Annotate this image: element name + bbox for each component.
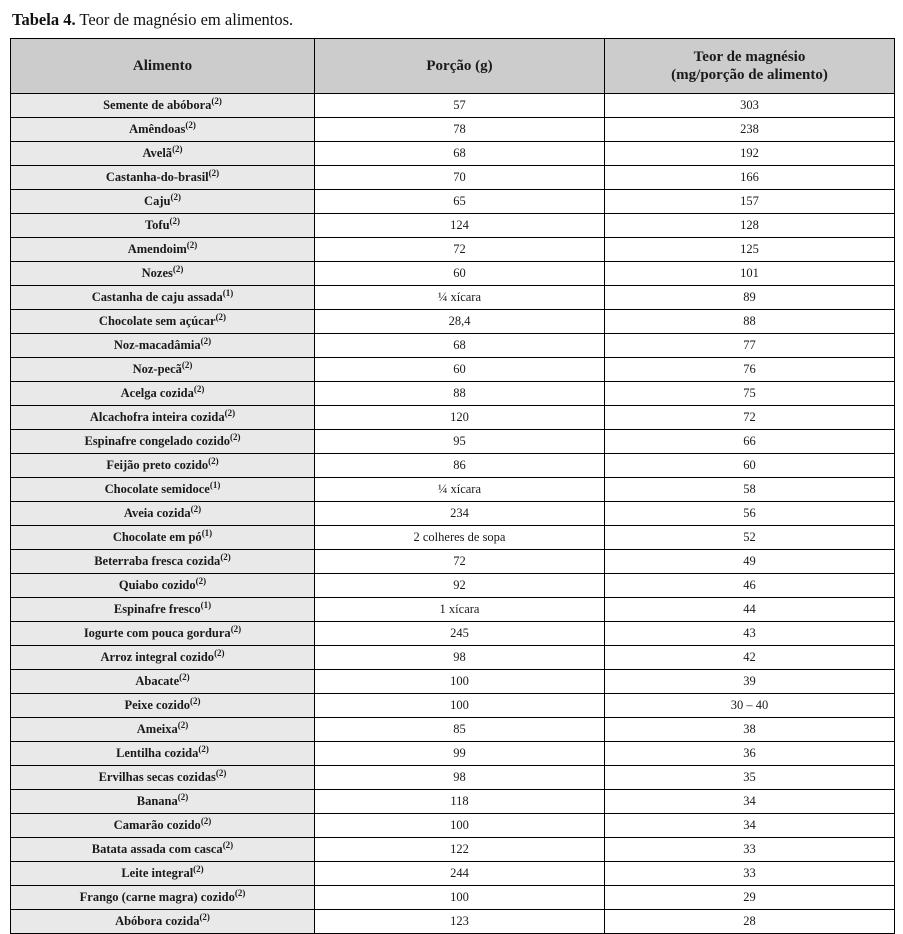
food-footnote-marker: (2) [220, 551, 231, 562]
food-label: Peixe cozido [124, 698, 191, 712]
cell-food [11, 574, 315, 598]
cell-portion: 65 [315, 190, 605, 214]
cell-portion: 120 [315, 406, 605, 430]
cell-magnesium-content: 35 [605, 766, 895, 790]
food-footnote-marker: (1) [201, 527, 213, 538]
cell-magnesium-content: 75 [605, 382, 895, 406]
food-label: Aveia cozida [123, 506, 191, 520]
food-footnote-marker: (2) [222, 839, 234, 850]
table-row [11, 142, 895, 166]
cell-magnesium-content: 52 [605, 526, 895, 550]
table-row [11, 646, 895, 670]
cell-portion: ¼ xícara [315, 286, 605, 310]
cell-magnesium-content: 49 [605, 550, 895, 574]
food-footnote-marker: (2) [190, 503, 202, 514]
food-footnote-marker: (1) [222, 287, 234, 298]
cell-food [11, 646, 315, 670]
table-row [11, 502, 895, 526]
cell-portion: 234 [315, 502, 605, 526]
food-footnote-marker: (2) [214, 647, 225, 658]
cell-food [11, 766, 315, 790]
cell-magnesium-content: 89 [605, 286, 895, 310]
cell-food [11, 814, 315, 838]
table-row [11, 358, 895, 382]
cell-food [11, 886, 315, 910]
column-header-magnesium-line2: (mg/porção de alimento) [671, 67, 828, 83]
table-caption-label: Tabela 4. [12, 10, 76, 29]
cell-portion: 70 [315, 166, 605, 190]
column-header-food: Alimento [11, 39, 315, 94]
cell-food [11, 166, 315, 190]
food-label: Batata assada com casca [91, 842, 223, 856]
cell-portion: 2 colheres de sopa [315, 526, 605, 550]
food-label: Amendoim [127, 242, 187, 256]
cell-food [11, 238, 315, 262]
cell-food [11, 190, 315, 214]
cell-food [11, 358, 315, 382]
table-row [11, 574, 895, 598]
cell-food [11, 694, 315, 718]
food-label: Semente de abóbora [103, 98, 212, 112]
food-label: Feijão preto cozido [106, 458, 209, 472]
cell-food [11, 214, 315, 238]
food-footnote-marker: (2) [181, 359, 193, 370]
food-footnote-marker: (2) [234, 887, 246, 898]
food-label: Noz-macadâmia [113, 338, 201, 352]
cell-food [11, 262, 315, 286]
cell-magnesium-content: 39 [605, 670, 895, 694]
cell-food [11, 142, 315, 166]
cell-magnesium-content: 33 [605, 862, 895, 886]
table-row [11, 262, 895, 286]
food-footnote-marker: (2) [172, 143, 183, 154]
cell-portion: 100 [315, 694, 605, 718]
table-row [11, 862, 895, 886]
cell-magnesium-content: 192 [605, 142, 895, 166]
table-body [11, 94, 895, 934]
food-label: Chocolate sem açúcar [98, 314, 216, 328]
food-footnote-marker: (2) [230, 623, 242, 634]
cell-portion: 100 [315, 886, 605, 910]
food-label: Alcachofra inteira cozida [89, 410, 225, 424]
cell-magnesium-content: 76 [605, 358, 895, 382]
food-footnote-marker: (2) [195, 575, 207, 586]
food-label: Iogurte com pouca gordura [83, 626, 231, 640]
cell-magnesium-content: 46 [605, 574, 895, 598]
cell-portion: 85 [315, 718, 605, 742]
table-row [11, 214, 895, 238]
table-row [11, 814, 895, 838]
cell-magnesium-content: 28 [605, 910, 895, 934]
cell-food [11, 550, 315, 574]
table-row [11, 838, 895, 862]
food-label: Espinafre fresco [113, 602, 201, 616]
cell-magnesium-content: 42 [605, 646, 895, 670]
table-row [11, 694, 895, 718]
food-label: Espinafre congelado cozido [84, 434, 231, 448]
table-row [11, 478, 895, 502]
table-row [11, 382, 895, 406]
table-caption [12, 10, 893, 30]
cell-food [11, 310, 315, 334]
cell-portion: 99 [315, 742, 605, 766]
food-footnote-marker: (2) [215, 311, 227, 322]
food-footnote-marker: (2) [208, 167, 220, 178]
cell-food [11, 622, 315, 646]
food-footnote-marker: (2) [215, 767, 227, 778]
food-footnote-marker: (2) [193, 383, 205, 394]
cell-portion: 72 [315, 238, 605, 262]
food-label: Nozes [141, 266, 173, 280]
cell-magnesium-content: 38 [605, 718, 895, 742]
cell-portion: 124 [315, 214, 605, 238]
cell-food [11, 670, 315, 694]
cell-portion: 28,4 [315, 310, 605, 334]
food-footnote-marker: (2) [208, 455, 219, 466]
food-label: Castanha-do-brasil [105, 170, 209, 184]
cell-magnesium-content: 44 [605, 598, 895, 622]
table-row [11, 790, 895, 814]
cell-food [11, 598, 315, 622]
food-label: Ervilhas secas cozidas [98, 770, 216, 784]
food-footnote-marker: (2) [177, 719, 189, 730]
table-row [11, 526, 895, 550]
food-label: Quiabo cozido [118, 578, 196, 592]
cell-portion: 60 [315, 262, 605, 286]
cell-food [11, 790, 315, 814]
cell-food [11, 838, 315, 862]
cell-magnesium-content: 58 [605, 478, 895, 502]
food-label: Abacate [135, 674, 180, 688]
food-label: Acelga cozida [120, 386, 194, 400]
table-row [11, 310, 895, 334]
cell-magnesium-content: 72 [605, 406, 895, 430]
cell-portion: 100 [315, 670, 605, 694]
cell-portion: 122 [315, 838, 605, 862]
cell-portion: 68 [315, 334, 605, 358]
column-header-portion: Porção (g) [315, 39, 605, 94]
food-label: Caju [144, 194, 171, 208]
cell-portion: 123 [315, 910, 605, 934]
table-row [11, 166, 895, 190]
cell-magnesium-content: 43 [605, 622, 895, 646]
food-label: Ameixa [136, 722, 178, 736]
food-footnote-marker: (2) [169, 215, 181, 226]
food-footnote-marker: (2) [177, 791, 189, 802]
cell-portion: 88 [315, 382, 605, 406]
table-row [11, 670, 895, 694]
cell-food [11, 526, 315, 550]
table-row [11, 286, 895, 310]
food-footnote-marker: (2) [185, 119, 196, 130]
column-header-magnesium-line1: Teor de magnésio [693, 49, 806, 65]
food-footnote-marker: (2) [230, 431, 241, 442]
cell-portion: 60 [315, 358, 605, 382]
table-row [11, 406, 895, 430]
cell-magnesium-content: 33 [605, 838, 895, 862]
cell-magnesium-content: 157 [605, 190, 895, 214]
cell-food [11, 382, 315, 406]
cell-food [11, 742, 315, 766]
food-footnote-marker: (2) [211, 95, 222, 106]
cell-food [11, 502, 315, 526]
cell-portion: 1 xícara [315, 598, 605, 622]
food-label: Tofu [144, 218, 170, 232]
food-label: Lentilha cozida [116, 746, 199, 760]
table-row [11, 550, 895, 574]
column-header-magnesium-content [605, 39, 895, 94]
magnesium-content-table [10, 38, 895, 934]
cell-magnesium-content: 125 [605, 238, 895, 262]
cell-food [11, 478, 315, 502]
table-row [11, 118, 895, 142]
food-footnote-marker: (2) [190, 695, 201, 706]
cell-food [11, 94, 315, 118]
food-footnote-marker: (2) [199, 911, 210, 922]
table-row [11, 622, 895, 646]
cell-portion: 98 [315, 646, 605, 670]
food-footnote-marker: (2) [170, 191, 181, 202]
cell-magnesium-content: 238 [605, 118, 895, 142]
table-caption-text: Teor de magnésio em alimentos. [75, 10, 294, 29]
cell-magnesium-content: 77 [605, 334, 895, 358]
cell-food [11, 430, 315, 454]
food-footnote-marker: (1) [200, 599, 212, 610]
cell-portion: 72 [315, 550, 605, 574]
food-label: Castanha de caju assada [91, 290, 223, 304]
food-footnote-marker: (2) [193, 863, 204, 874]
cell-portion: 92 [315, 574, 605, 598]
cell-food [11, 718, 315, 742]
food-label: Noz-pecã [132, 362, 182, 376]
food-footnote-marker: (2) [224, 407, 236, 418]
cell-food [11, 910, 315, 934]
food-label: Beterraba fresca cozida [94, 554, 221, 568]
table-row [11, 334, 895, 358]
cell-magnesium-content: 60 [605, 454, 895, 478]
cell-magnesium-content: 36 [605, 742, 895, 766]
cell-portion: 95 [315, 430, 605, 454]
table-row [11, 598, 895, 622]
cell-portion: 78 [315, 118, 605, 142]
cell-magnesium-content: 166 [605, 166, 895, 190]
cell-portion: 245 [315, 622, 605, 646]
food-label: Avelã [142, 146, 173, 160]
table-header-row [11, 39, 895, 94]
cell-food [11, 406, 315, 430]
cell-magnesium-content: 56 [605, 502, 895, 526]
food-footnote-marker: (2) [172, 263, 184, 274]
food-label: Banana [136, 794, 178, 808]
table-header [11, 39, 895, 94]
food-label: Arroz integral cozido [100, 650, 215, 664]
food-footnote-marker: (1) [209, 479, 221, 490]
cell-magnesium-content: 34 [605, 814, 895, 838]
table-row [11, 454, 895, 478]
food-label: Abóbora cozida [115, 914, 200, 928]
cell-food [11, 334, 315, 358]
food-footnote-marker: (2) [186, 239, 198, 250]
cell-food [11, 286, 315, 310]
cell-food [11, 454, 315, 478]
cell-magnesium-content: 34 [605, 790, 895, 814]
table-row [11, 238, 895, 262]
cell-magnesium-content: 101 [605, 262, 895, 286]
food-label: Frango (carne magra) cozido [79, 890, 235, 904]
table-row [11, 718, 895, 742]
table-row [11, 742, 895, 766]
food-footnote-marker: (2) [198, 743, 209, 754]
cell-magnesium-content: 29 [605, 886, 895, 910]
cell-magnesium-content: 303 [605, 94, 895, 118]
food-label: Leite integral [121, 866, 194, 880]
table-row [11, 94, 895, 118]
cell-magnesium-content: 88 [605, 310, 895, 334]
cell-food [11, 118, 315, 142]
food-label: Chocolate semidoce [104, 482, 210, 496]
food-label: Camarão cozido [113, 818, 201, 832]
cell-portion: 57 [315, 94, 605, 118]
table-row [11, 430, 895, 454]
cell-magnesium-content: 30 – 40 [605, 694, 895, 718]
cell-food [11, 862, 315, 886]
table-row [11, 910, 895, 934]
food-footnote-marker: (2) [179, 671, 190, 682]
food-footnote-marker: (2) [200, 815, 212, 826]
cell-portion: 98 [315, 766, 605, 790]
cell-portion: ¼ xícara [315, 478, 605, 502]
table-row [11, 766, 895, 790]
cell-portion: 244 [315, 862, 605, 886]
food-label: Chocolate em pó [112, 530, 202, 544]
cell-portion: 86 [315, 454, 605, 478]
cell-magnesium-content: 128 [605, 214, 895, 238]
cell-portion: 118 [315, 790, 605, 814]
cell-portion: 100 [315, 814, 605, 838]
cell-magnesium-content: 66 [605, 430, 895, 454]
food-label: Amêndoas [129, 122, 186, 136]
cell-portion: 68 [315, 142, 605, 166]
food-footnote-marker: (2) [200, 335, 212, 346]
table-row [11, 886, 895, 910]
table-row [11, 190, 895, 214]
